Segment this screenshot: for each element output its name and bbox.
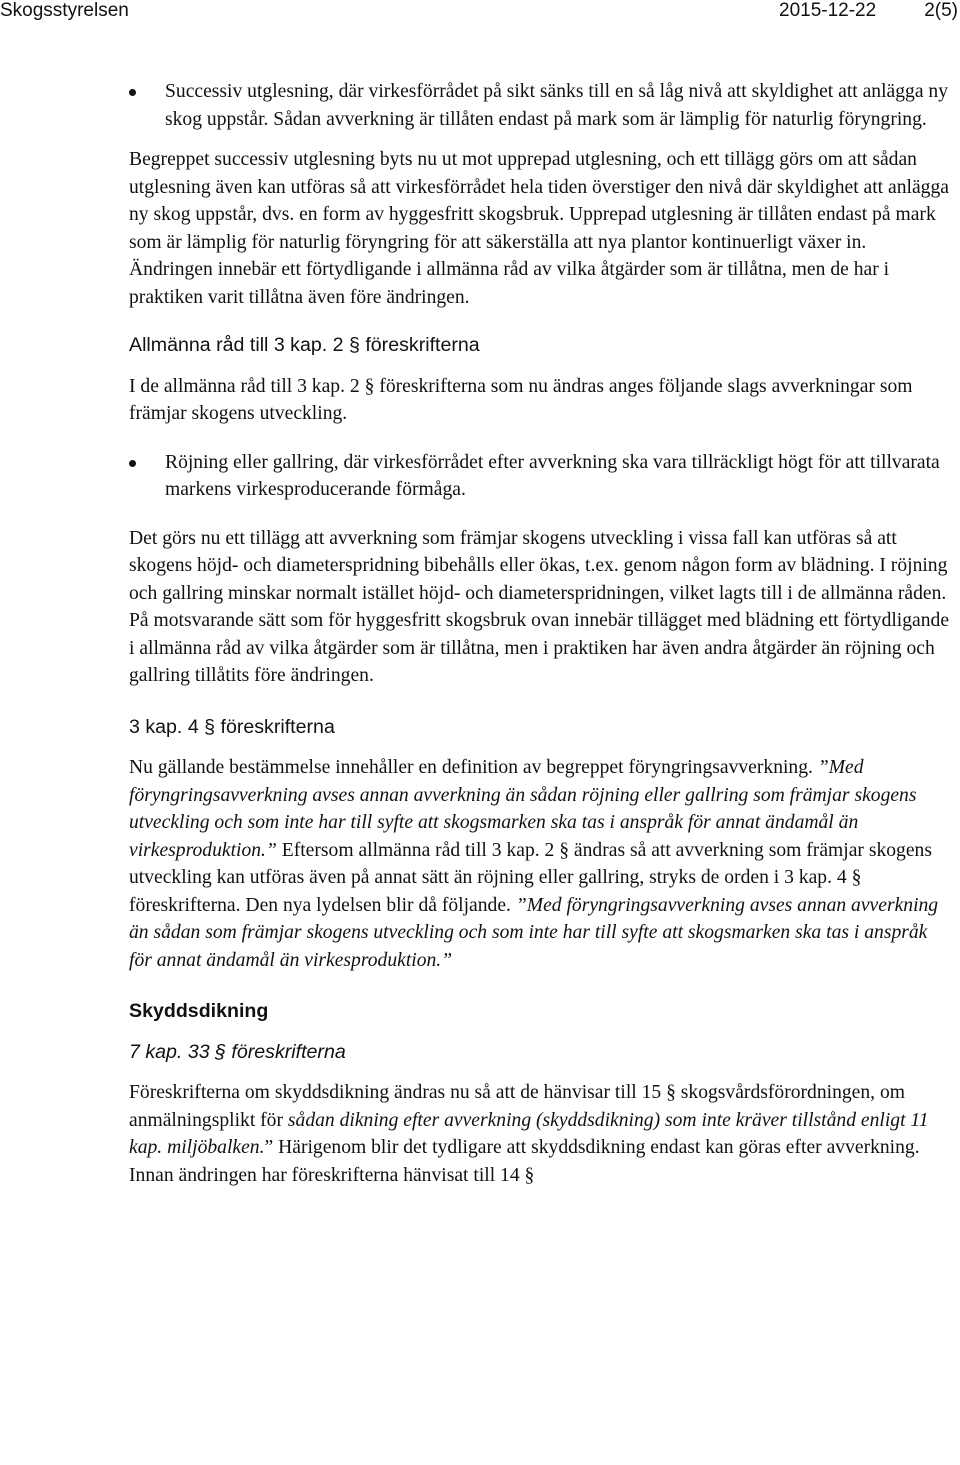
paragraph-text: ” Härigenom blir det tydligare att skyddsdikning endast kan göras efter avverkning. Innan ändringen har föreskrifterna hänvisat till 14 § bbox=[129, 1137, 920, 1186]
paragraph-continuation: Ändringen innebär ett förtydligande i allmänna råd av vilka åtgärder som är tillåtna, men de har i praktiken varit tillåtna även före ändringen. bbox=[129, 259, 890, 308]
document-body bbox=[129, 78, 951, 1189]
page-header bbox=[0, 0, 960, 24]
paragraph-text: Nu gällande bestämmelse innehåller en definition av begreppet föryngringsavverkning. bbox=[129, 757, 818, 778]
paragraph: Begreppet successiv utglesning byts nu ut mot upprepad utglesning, och ett tillägg görs om att sådan utglesning även kan utföras så att virkesförrådet hela tiden överstiger den nivå där skyldighet att anlägga ny skog uppstår, dvs. en form av hyggesfritt skogsbruk. Upprepad utglesning är tillåten endast på mark som är lämplig för naturlig föryngring för att säkerställa att nya plantor kontinuerligt växer in. bbox=[129, 149, 949, 253]
list-item bbox=[129, 449, 951, 504]
paragraph-text: Föreskrifterna om skyddsdikning ändras nu så att de hänvisar till 15 § skogsvårdsförordningen, om anmälningsplikt för bbox=[129, 1082, 906, 1131]
quote-text: ”Med föryngringsavverkning avses annan avverkning än sådan som främjar skogens utveckling och som inte har till syfte att skogsmarken ska tas i anspråk för annat ändamål än virkesproduktion.” bbox=[129, 894, 939, 971]
bullet-icon bbox=[129, 460, 136, 467]
quote-text: sådan dikning efter avverkning (skyddsdikning) som inte kräver tillstånd enligt 11 kap. miljöbalken. bbox=[129, 1109, 929, 1158]
header-date: 2015-12-22 bbox=[779, 0, 877, 21]
list-item bbox=[129, 78, 951, 133]
quote-text: ”Med föryngringsavverkning avses annan avverkning än sådan röjning eller gallring som främjar skogens utveckling och som inte har till syfte att skogsmarken ska tas i anspråk för annat ändamål än virkesproduktion.” bbox=[129, 757, 917, 861]
section-heading: 3 kap. 4 § föreskrifterna bbox=[129, 715, 335, 738]
section-heading: Allmänna råd till 3 kap. 2 § föreskrifterna bbox=[129, 334, 480, 356]
paragraph: Det görs nu ett tillägg att avverkning som främjar skogens utveckling i vissa fall kan utföras så att skogens höjd- och diameterspridning bibehålls eller ökas, t.ex. genom någon form av blädning. I röjning och gallring minskar normalt istället höjd- och diameterspridningen, vilket lagts till i de allmänna råden. På motsvarande sätt som för hyggesfritt skogsbruk ovan innebär tillägget med blädning ett förtydligande i allmänna råd av vilka åtgärder som är tillåtna, men i praktiken har även andra åtgärder än röjning och gallring tillåtits före ändringen. bbox=[129, 527, 950, 686]
header-organization: Skogsstyrelsen bbox=[0, 0, 129, 21]
subsection-heading: 7 kap. 33 § föreskrifterna bbox=[129, 1040, 346, 1063]
section-heading: Skyddsdikning bbox=[129, 1000, 269, 1022]
bullet-text: Successiv utglesning, där virkesförrådet på sikt sänks till en så låg nivå att skyldighet att anlägga ny skog uppstår. Sådan avverkning är tillåten endast på mark som är lämplig för naturlig föryngring. bbox=[165, 81, 949, 130]
paragraph-text: Eftersom allmänna råd till 3 kap. 2 § ändras så att avverkning som främjar skogens utveckling kan utföras även på annat sätt än röjning eller gallring, stryks de orden i 3 kap. 4 § föreskrifterna. Den nya lydelsen blir då följande. bbox=[129, 839, 932, 916]
paragraph bbox=[129, 754, 951, 974]
paragraph bbox=[129, 1079, 951, 1189]
bullet-icon bbox=[129, 89, 136, 96]
paragraph: I de allmänna råd till 3 kap. 2 § föreskrifterna som nu ändras anges följande slags avverkningar som främjar skogens utveckling. bbox=[129, 375, 913, 424]
bullet-text: Röjning eller gallring, där virkesförrådet efter avverkning ska vara tillräckligt högt för att tillvarata markens virkesproducerande förmåga. bbox=[165, 451, 940, 500]
header-page-number: 2(5) bbox=[924, 0, 958, 21]
